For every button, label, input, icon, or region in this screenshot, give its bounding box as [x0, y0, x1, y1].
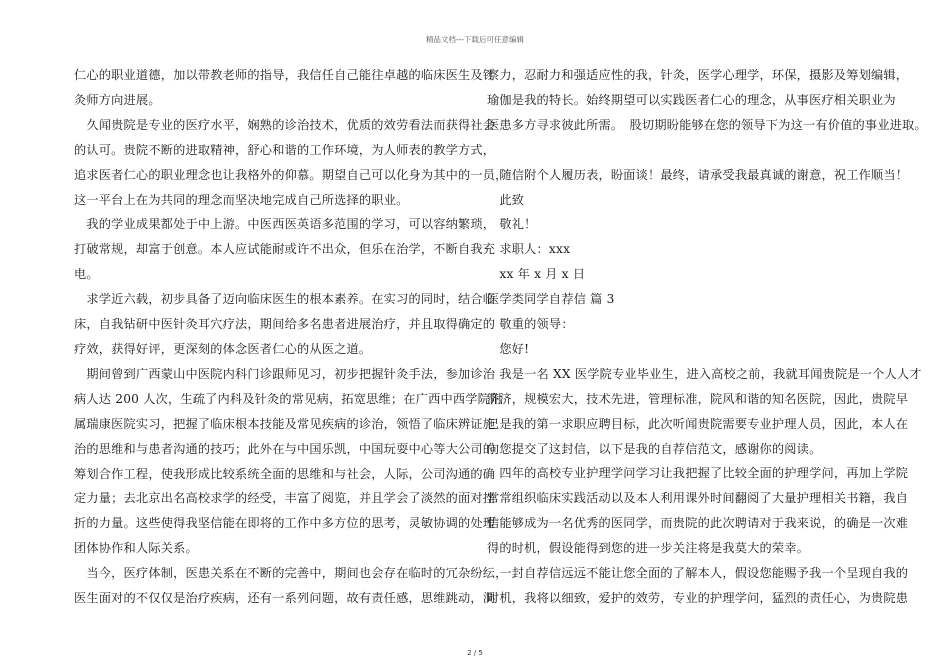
text-line: 我是一名 XX 医学院专业毕业生，进入高校之前，我就耳闻贵院是一个人人才: [487, 366, 922, 381]
text-line: 向您提交了这封信，以下是我的自荐信范文，感谢你的阅读。: [487, 441, 822, 456]
text-line: 仁心的职业道德，加以带教老师的指导，我信任自己能往卓越的临床医生及针: [74, 68, 496, 82]
text-line: 瑜伽是我的特长。始终期望可以实践医者仁心的理念，从事医疗相关职业为: [487, 92, 896, 107]
text-line: 求学近六载，初步具备了迈向临床医生的根本素养。在实习的同时，结合临: [74, 292, 496, 307]
text-line: 疗效，获得好评，更深刻的体念医者仁心的从医之道。: [74, 341, 372, 356]
text-line: 得的时机，假设能得到您的进一步关注将是我莫大的荣幸。: [487, 541, 810, 556]
text-line: 时机，我将以细致，爱护的效劳，专业的护理学问，猛烈的责任心，为贵院患: [487, 591, 909, 606]
text-line: 随信附个人履历表，盼面谈！最终，请承受我最真诚的谢意，祝工作顺当！: [487, 167, 909, 182]
text-line: 已是我的第一求职应聘目标，此次听闻贵院需要专业护理人员，因此，本人在: [487, 416, 909, 431]
text-line: 敬礼！: [487, 217, 537, 232]
page-number: 2 / 5: [467, 649, 483, 657]
text-line: 此致: [487, 192, 525, 207]
text-line: 这一平台上在为共同的理念而坚决地完成自己所选择的职业。: [74, 192, 409, 207]
text-line: 医学类同学自荐信 篇 3: [487, 292, 615, 307]
text-line: 我的学业成果都处于中上游。中医西医英语多范围的学习，可以容纳繁琐，: [74, 217, 496, 232]
text-line: 察力，忍耐力和强适应性的我，针灸，医学心理学，环保，摄影及筹划编辑，: [487, 68, 909, 82]
text-line: 信能够成为一名优秀的医同学，而贵院的此次聘请对于我来说，的确是一次难: [487, 516, 909, 531]
text-line: 四年的高校专业护理学问学习让我把握了比较全面的护理学问，再加上学院: [487, 466, 909, 481]
text-line: 敬重的领导：: [487, 317, 574, 332]
text-line: 医生面对的不仅仅是治疗疾病，还有一系列问题，故有责任感，思维跳动，洞: [74, 591, 496, 606]
text-line: 常常组织临床实践活动以及本人利用课外时间翻阅了大量护理相关书籍，我自: [487, 491, 909, 506]
text-line: 治的思维和与患者沟通的技巧；此外在与中国乐凯，中国玩耍中心等大公司的: [74, 441, 496, 456]
text-line: 济济，规模宏大，技术先进，管理标准，院风和谐的知名医院，因此，贵院早: [487, 391, 909, 406]
text-line: 灸师方向进展。: [74, 92, 161, 107]
page-header: 精品文档---下载后可任意编辑: [425, 35, 525, 44]
text-line: 病人达 200 人次，生疏了内科及针灸的常见病，拓宽思维；在广西中西学院附: [74, 391, 503, 406]
text-line: 医患多方寻求彼此所需。 股切期盼能够在您的领导下为这一有价值的事业进取。: [487, 117, 927, 132]
text-line: 您好!: [487, 341, 530, 356]
text-line: 久闻贵院是专业的医疗水平，娴熟的诊治技术，优质的效劳看法而获得社会: [74, 117, 496, 132]
text-line: 电。: [74, 267, 99, 282]
text-line: [487, 138, 882, 163]
text-line: 期间曾到广西蒙山中医院内科门诊跟师见习，初步把握针灸手法，参加诊治: [74, 366, 496, 381]
text-line: 定力量；去北京出名高校求学的经受，丰富了阅览，并且学会了淡然的面对挫: [74, 491, 496, 506]
text-line: 追求医者仁心的职业理念也让我格外的仰慕。期望自己可以化身为其中的一员，: [74, 167, 508, 182]
text-line: 一封自荐信远远不能让您全面的了解本人，假设您能赐予我一个呈现自我的: [487, 566, 909, 581]
text-line: 求职人：xxx: [487, 242, 571, 257]
text-line: 筹划合作工程，使我形成比较系统全面的思维和与社会，人际，公司沟通的确: [74, 466, 496, 481]
text-line: 打破常规，却富于创意。本人应试能耐或许不出众，但乐在治学，不断自我充: [74, 242, 496, 257]
text-line: 团体协作和人际关系。: [74, 541, 198, 556]
text-line: 当今，医疗体制，医患关系在不断的完善中，期间也会存在临时的冗杂纷纭，: [74, 566, 508, 581]
text-line: 属瑞康医院实习，把握了临床根本技能及常见疾病的诊治，领悟了临床辨证施: [74, 416, 496, 431]
text-line: xx 年 x 月 x 日: [487, 267, 586, 282]
text-line: 的认可。贵院不断的进取精神，舒心和谐的工作环境，为人师表的教学方式，: [74, 142, 496, 157]
text-line: 床，自我钻研中医针灸耳穴疗法，期间给多名患者进展治疗，并且取得确定的: [74, 317, 496, 332]
right-text-column: [487, 63, 927, 611]
text-line: 折的力量。这些使得我坚信能在即将的工作中多方位的思考，灵敏协调的处理: [74, 516, 496, 531]
